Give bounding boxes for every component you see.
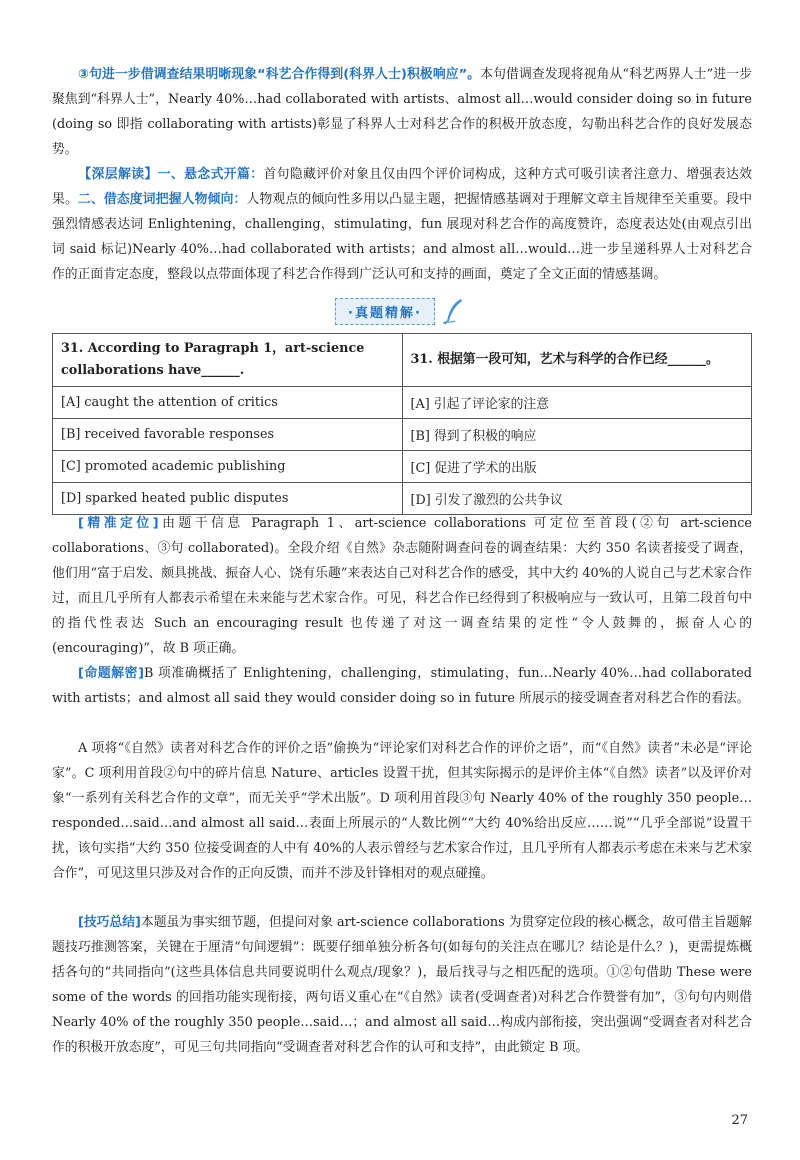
question-zh: 31. 根据第一段可知，艺术与科学的合作已经______。 xyxy=(402,334,752,387)
paragraph-text: 本题虽为事实细节题，但提问对象 art-science collaborations 为贯穿定位段的核心概念，故可借主旨题解题技巧推测答案，关键在于厘清“句间逻辑”：既要仔细单独分析各句(如每句的关注点在哪儿？结论是什么？)，更需提炼概括各句的“共同指向”(这些具体信息共同要说明什么观点/现象？)，最后找寻与之相匹配的选项。①②句借助 These were some of the words 的回指功能实现衔接，两句语义重心在“《自然》读者(受调查者)对科艺合作赞誉有加”，③句句内则借 Nearly 40% of the roughly 350 people…said…；and almost all said…构成内部衔接，突出强调“受调查者对科艺合作的积极开放态度”，可见三句共同指向“受调查者对科艺合作的认可和支持”，由此锁定 B 项。 xyxy=(52,915,752,1055)
page-number: 27 xyxy=(731,1113,748,1128)
section-title: ·真题精解· xyxy=(335,298,435,325)
label-question-design: [命题解密] xyxy=(78,666,144,681)
table-row xyxy=(53,451,752,483)
paragraph-text: 首句隐藏评价对象且仅由四个评价词构成，这种方式可吸引读者注意力、增强表达效果。 xyxy=(52,167,753,207)
label-technique-summary: [技巧总结] xyxy=(78,915,141,930)
paragraph-text: 本句借调查发现将视角从“科艺两界人士”进一步聚焦到“科界人士”，Nearly 40%…had collaborated with artists、almost all…would consider doing so in future (doing so 即指 collaborating with artists)彰显了科界人士对科艺合作的积极开放态度，勾勒出科艺合作的良好发展态势。 xyxy=(52,67,752,157)
paragraph-technique-summary xyxy=(52,910,752,1060)
option-a-en: [A] caught the attention of critics xyxy=(53,387,403,419)
section-heading xyxy=(0,296,800,326)
option-b-zh: [B] 得到了积极的响应 xyxy=(402,419,752,451)
paragraph-sentence3-analysis xyxy=(52,62,752,162)
question-table xyxy=(52,333,752,515)
option-c-en: [C] promoted academic publishing xyxy=(53,451,403,483)
highlight-sentence3: ③句进一步借调查结果明晰现象“科艺合作得到(科界人士)积极响应”。 xyxy=(78,67,481,82)
paragraph-distractor-analysis xyxy=(52,736,752,886)
paragraph-precise-location xyxy=(52,511,752,661)
label-precise-location: [精准定位] xyxy=(78,516,159,531)
table-row xyxy=(53,419,752,451)
paragraph-text: 人物观点的倾向性多用以凸显主题，把握情感基调对于理解文章主旨规律至关重要。段中强烈情感表达词 Enlightening，challenging，stimulating，fun 展现对科艺合作的高度赞许，态度表达处(由观点引出词 said 标记)Nearly 40%…had collaborated with artists；and almost all…would…进一步呈递科界人士对科艺合作的正面肯定态度，整段以点带面体现了科艺合作得到广泛认可和支持的画面，奠定了全文正面的情感基调。 xyxy=(52,192,753,282)
table-row xyxy=(53,483,752,515)
subheading-suspense: 一、悬念式开篇： xyxy=(157,167,264,182)
quill-icon xyxy=(441,297,465,325)
option-d-zh: [D] 引发了激烈的公共争议 xyxy=(402,483,752,515)
option-b-en: [B] received favorable responses xyxy=(53,419,403,451)
paragraph-deep-reading xyxy=(52,162,752,287)
paragraph-question-design xyxy=(52,661,752,711)
paragraph-text: 由题干信息 Paragraph 1、art-science collaborations 可定位至首段(②句 art-science collaborations、③句 collaborated)。全段介绍《自然》杂志随附调查问卷的调查结果：大约 350 名读者接受了调查，他们用“富于启发、颇具挑战、振奋人心、饶有乐趣”来表达自己对科艺合作的感受，其中大约 40%的人说自己与艺术家合作过，而且几乎所有人都表示希望在未来能与艺术家合作。可见，科艺合作已经得到了积极响应与一致认可，且第二段首句中的指代性表达 Such an encouraging result 也传递了对这一调查结果的定性“令人鼓舞的，振奋人心的(encouraging)”，故 B 项正确。 xyxy=(52,516,752,656)
table-row xyxy=(53,334,752,387)
subheading-attitude: 二、借态度词把握人物倾向： xyxy=(77,192,247,207)
option-d-en: [D] sparked heated public disputes xyxy=(53,483,403,515)
paragraph-text: B 项准确概括了 Enlightening，challenging，stimulating，fun…Nearly 40%…had collaborated with artists；and almost all said they would consider doing so in future 所展示的接受调查者对科艺合作的看法。 xyxy=(52,666,752,706)
table-row xyxy=(53,387,752,419)
option-a-zh: [A] 引起了评论家的注意 xyxy=(402,387,752,419)
question-en: 31. According to Paragraph 1，art-science collaborations have______. xyxy=(53,334,403,387)
paragraph-text: A 项将“《自然》读者对科艺合作的评价之语”偷换为“评论家们对科艺合作的评价之语”，而“《自然》读者”未必是“评论家”。C 项利用首段②句中的碎片信息 Nature、articles 设置干扰，但其实际揭示的是评价主体“《自然》读者”以及评价对象“一系列有关科艺合作的文章”，而无关乎“学术出版”。D 项利用首段③句 Nearly 40% of the roughly 350 people…responded…said…and almost all said…表面上所展示的“人数比例”“大约 40%给出反应……说”“几乎全部说”设置干扰，该句实指“大约 350 位接受调查的人中有 40%的人表示曾经与艺术家合作过，且几乎所有人都表示考虑在未来与艺术家合作”，可见这里只涉及对合作的正向反馈，而并不涉及针锋相对的观点碰撞。 xyxy=(52,741,752,881)
label-deep-reading: 【深层解读】 xyxy=(78,167,158,182)
option-c-zh: [C] 促进了学术的出版 xyxy=(402,451,752,483)
